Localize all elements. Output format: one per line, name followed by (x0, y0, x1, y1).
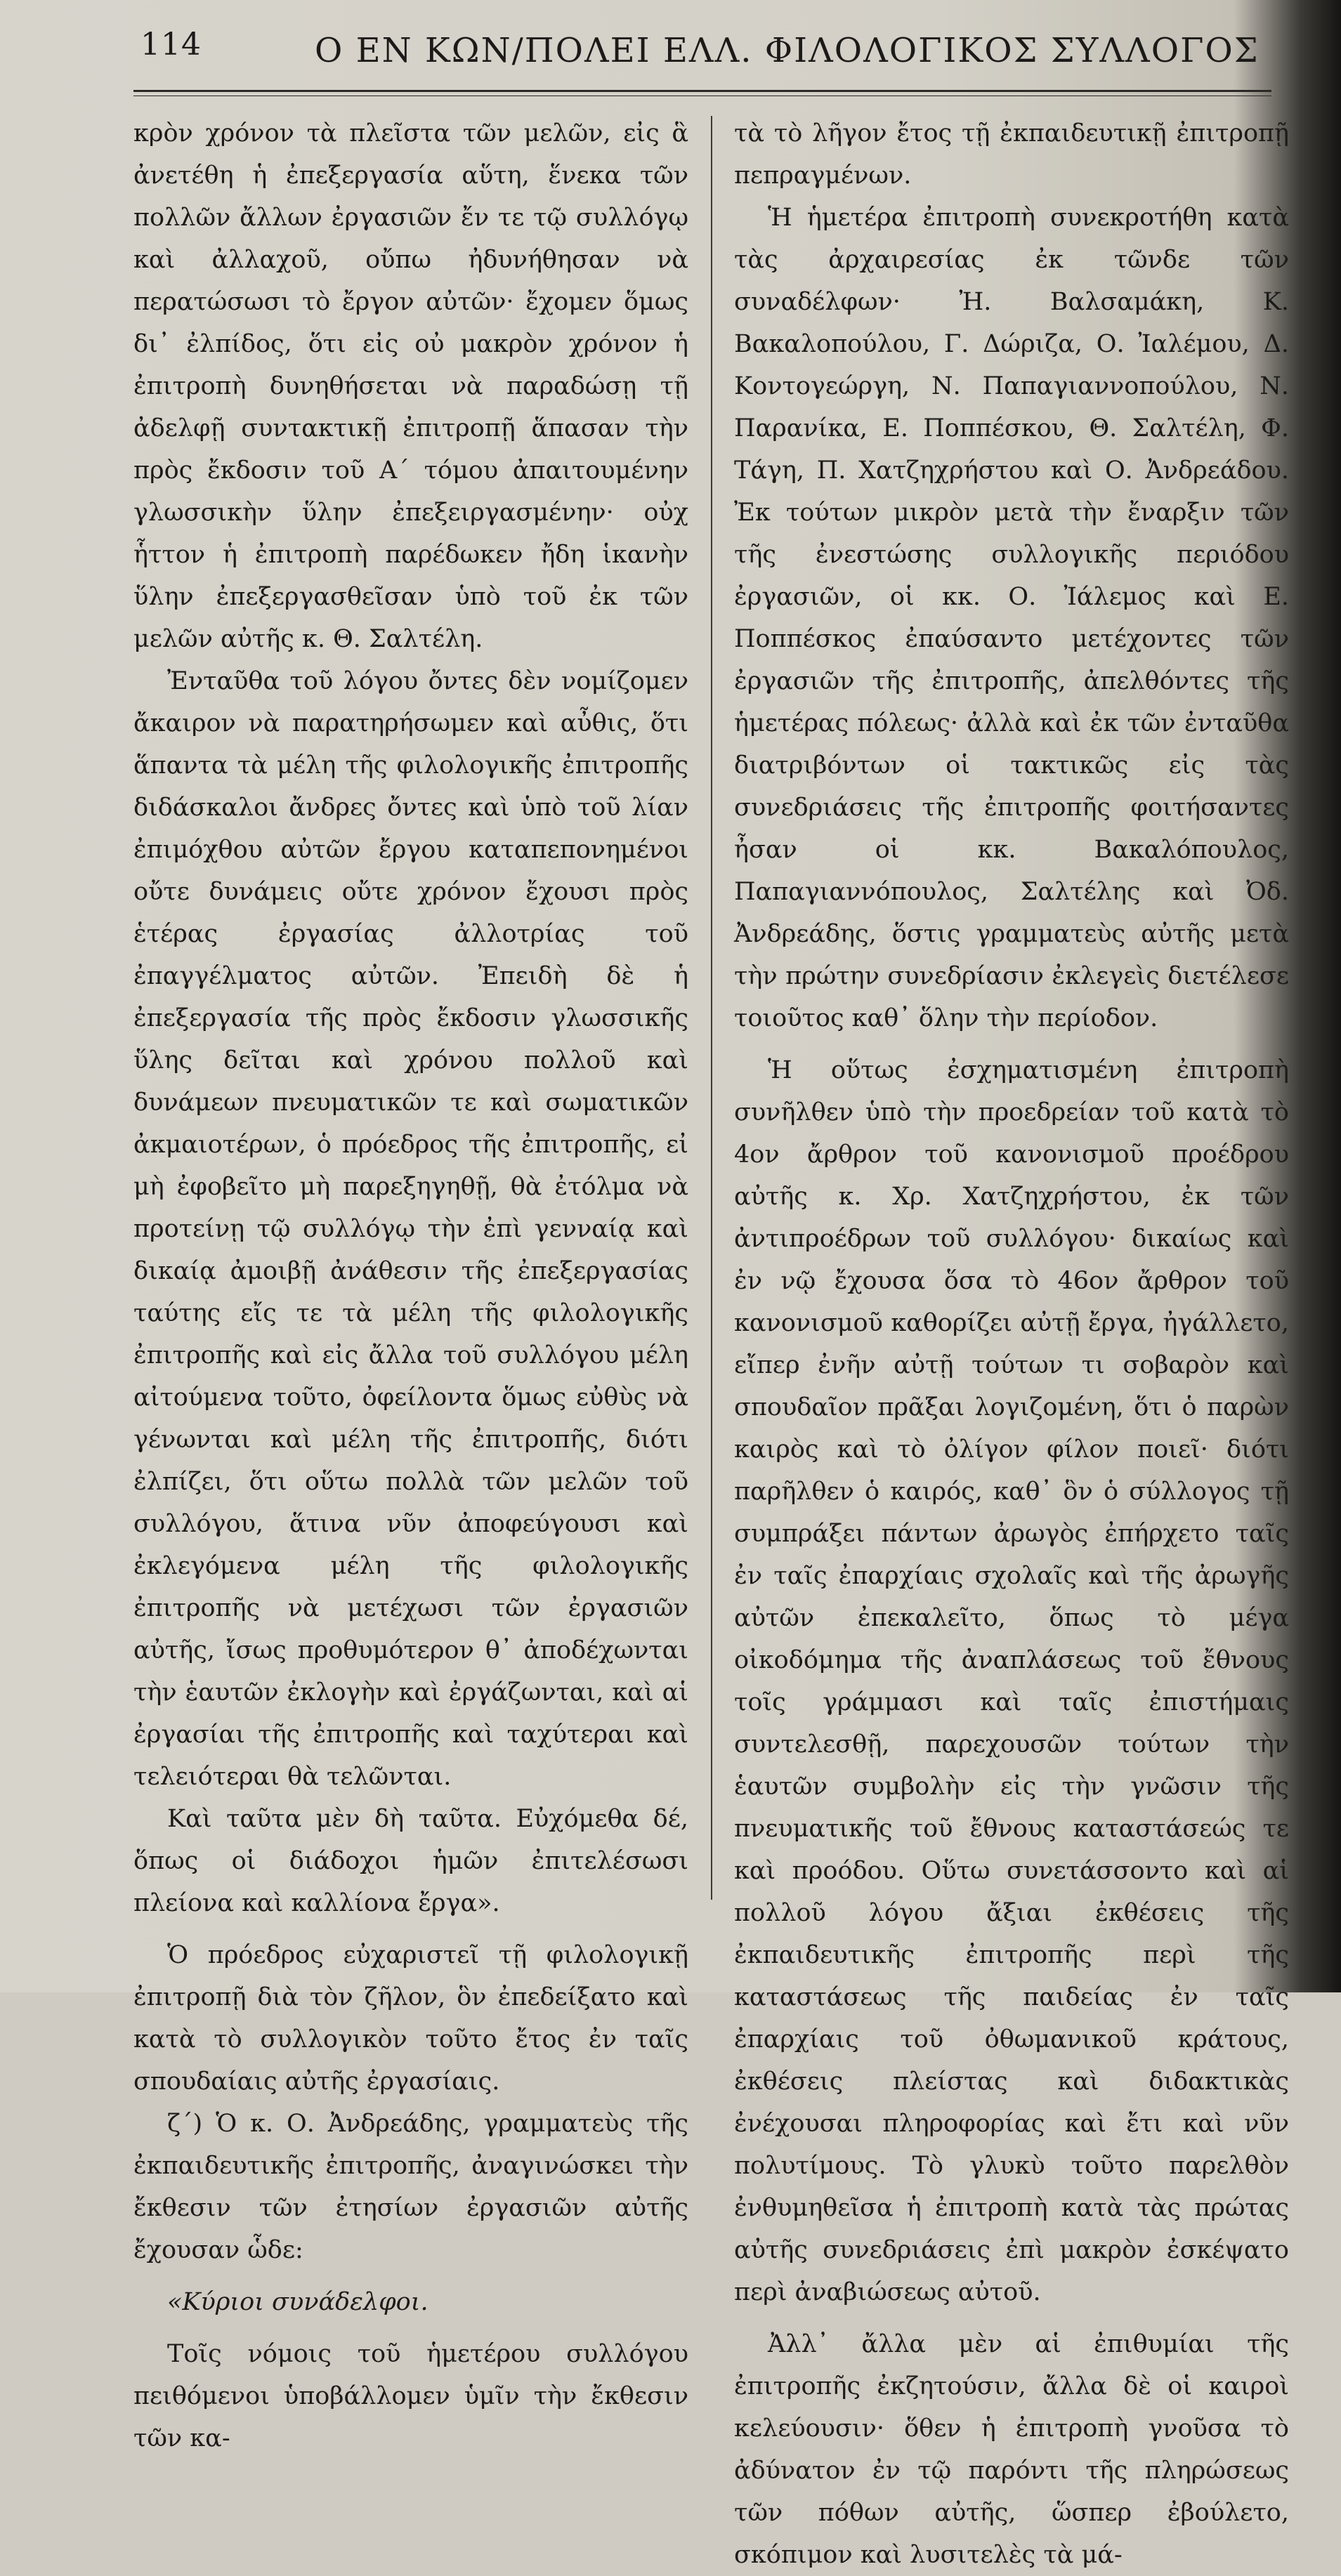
right-column (734, 112, 1289, 2569)
paragraph: Καὶ ταῦτα μὲν δὴ ταῦτα. Εὐχόμεθα δέ, ὅπως οἱ διάδοχοι ἡμῶν ἐπιτελέσωσι πλείονα καὶ καλλίονα ἔργα». (133, 1805, 688, 1917)
page-header (140, 21, 1278, 84)
header-rule (133, 90, 1271, 92)
paragraph: Ἐνταῦθα τοῦ λόγου ὄντες δὲν νομίζομεν ἄκαιρον νὰ παρατηρήσωμεν καὶ αὖθις, ὅτι ἅπαντα τὰ μέλη τῆς φιλολογικῆς ἐπιτροπῆς διδάσκαλοι ἄνδρες ὄντες καὶ ὑπὸ τοῦ λίαν ἐπιμόχθου αὐτῶν ἔργου καταπεπονημένοι οὔτε δυνάμεις οὔτε χρόνον ἔχουσι πρὸς ἑτέρας ἐργασίας ἀλλοτρίας τοῦ ἐπαγγέλματος αὐτῶν. Ἐπειδὴ δὲ ἡ ἐπεξεργασία τῆς πρὸς ἔκδοσιν γλωσσικῆς ὕλης δεῖται καὶ χρόνου πολλοῦ καὶ δυνάμεων πνευματικῶν τε καὶ σωματικῶν ἀκμαιοτέρων, ὁ πρόεδρος τῆς ἐπιτροπῆς, εἰ μὴ ἐφοβεῖτο μὴ παρεξηγηθῇ, θὰ ἐτόλμα νὰ προτείνῃ τῷ συλλόγῳ τὴν ἐπὶ γενναίᾳ καὶ δικαίᾳ ἀμοιβῇ ἀνάθεσιν τῆς ἐπεξεργασίας ταύτης εἴς τε τὰ μέλη τῆς φιλολογικῆς ἐπιτροπῆς καὶ εἰς ἄλλα τοῦ συλλόγου μέλη αἰτούμενα τοῦτο, ὀφείλοντα ὅμως εὐθὺς νὰ γένωνται καὶ μέλη τῆς ἐπιτροπῆς, διότι ἐλπίζει, ὅτι οὕτω πολλὰ τῶν μελῶν τοῦ συλλόγου, ἅτινα νῦν ἀποφεύγουσι καὶ ἐκλεγόμενα μέλη τῆς φιλολογικῆς ἐπιτροπῆς νὰ μετέχωσι τῶν ἐργασιῶν αὐτῆς, ἴσως προθυμότερον θ᾽ ἀποδέχωνται τὴν ἑαυτῶν ἐκλογὴν καὶ ἐργάζωνται, καὶ αἱ ἐργασίαι τῆς ἐπιτροπῆς καὶ ταχύτεραι καὶ τελειότεραι θὰ τελῶνται. (133, 667, 688, 1791)
paragraph: κρὸν χρόνον τὰ πλεῖστα τῶν μελῶν, εἰς ἃ ἀνετέθη ἡ ἐπεξεργασία αὕτη, ἕνεκα τῶν πολλῶν ἄλλων ἐργασιῶν ἔν τε τῷ συλλόγῳ καὶ ἀλλαχοῦ, οὔπω ἠδυνήθησαν νὰ περατώσωσι τὸ ἔργον αὐτῶν· ἔχομεν ὅμως δι᾽ ἐλπίδος, ὅτι εἰς οὐ μακρὸν χρόνον ἡ ἐπιτροπὴ δυνηθήσεται νὰ παραδώσῃ τῇ ἀδελφῇ συντακτικῇ ἐπιτροπῇ ἅπασαν τὴν πρὸς ἔκδοσιν τοῦ Α´ τόμου ἀπαιτουμένην γλωσσικὴν ὕλην ἐπεξειργασμένην· οὐχ ἧττον ἡ ἐπιτροπὴ παρέδωκεν ἤδη ἱκανὴν ὕλην ἐπεξεργασθεῖσαν ὑπὸ τοῦ ἐκ τῶν μελῶν αὐτῆς κ. Θ. Σαλτέλη. (133, 119, 688, 653)
paragraph: Ἀλλ᾽ ἄλλα μὲν αἱ ἐπιθυμίαι τῆς ἐπιτροπῆς ἐκζητούσιν, ἄλλα δὲ οἱ καιροὶ κελεύουσιν· ὅθεν ἡ ἐπιτροπὴ γνοῦσα τὸ ἀδύνατον ἐν τῷ παρόντι τῆς πληρώσεως τῶν πόθων αὐτῆς, ὥσπερ ἐβούλετο, σκόπιμον καὶ λυσιτελὲς τὰ μά- (734, 2330, 1289, 2569)
paragraph: Τοῖς νόμοις τοῦ ἡμετέρου συλλόγου πειθόμενοι ὑποβάλλομεν ὑμῖν τὴν ἔκθεσιν τῶν κα- (133, 2340, 688, 2452)
column-divider (711, 116, 712, 1900)
paragraph: τὰ τὸ λῆγον ἔτος τῇ ἐκπαιδευτικῇ ἐπιτροπῇ πεπραγμένων. (734, 119, 1289, 190)
page-number: 114 (140, 27, 202, 63)
left-column (133, 112, 688, 2452)
paragraph: Ἡ οὕτως ἐσχηματισμένη ἐπιτροπὴ συνῆλθεν ὑπὸ τὴν προεδρείαν τοῦ κατὰ τὸ 4ον ἄρθρον τοῦ κανονισμοῦ προέδρου αὐτῆς κ. Χρ. Χατζηχρήστου, ἐκ τῶν ἀντιπροέδρων τοῦ συλλόγου· δικαίως καὶ ἐν νῷ ἔχουσα ὅσα τὸ 46ον ἄρθρον τοῦ κανονισμοῦ καθορίζει αὐτῇ ἔργα, ἠγάλλετο, εἴπερ ἐνῆν αὐτῇ τούτων τι σοβαρὸν καὶ σπουδαῖον πρᾶξαι λογιζομένη, ὅτι ὁ παρὼν καιρὸς καὶ τὸ ὀλίγον φίλον ποιεῖ· διότι παρῆλθεν ὁ καιρός, καθ᾽ ὃν ὁ σύλλογος τῇ συμπράξει πάντων ἀρωγὸς ἐπήρχετο ταῖς ἐν ταῖς ἐπαρχίαις σχολαῖς καὶ τῆς ἀρωγῆς αὐτῶν ἐπεκαλεῖτο, ὅπως τὸ μέγα οἰκοδόμημα τῆς ἀναπλάσεως τοῦ ἔθνους τοῖς γράμμασι καὶ ταῖς ἐπιστήμαις συντελεσθῇ, παρεχουσῶν τούτων τὴν ἑαυτῶν συμβολὴν εἰς τὴν γνῶσιν τῆς πνευματικῆς τοῦ ἔθνους καταστάσεώς τε καὶ προόδου. Οὕτω συνετάσσοντο καὶ αἱ πολλοῦ λόγου ἄξιαι ἐκθέσεις τῆς ἐκπαιδευτικῆς ἐπιτροπῆς περὶ τῆς καταστάσεως τῆς παιδείας ἐν ταῖς ἐπαρχίαις τοῦ ὀθωμανικοῦ κράτους, ἐκθέσεις πλείστας καὶ διδακτικὰς ἐνέχουσαι πληροφορίας καὶ ἔτι καὶ νῦν πολυτίμους. Τὸ γλυκὺ τοῦτο παρελθὸν ἐνθυμηθεῖσα ἡ ἐπιτροπὴ κατὰ τὰς πρώτας αὐτῆς συνεδριάσεις ἐπὶ μακρὸν ἐσκέψατο περὶ ἀναβιώσεως αὐτοῦ. (734, 1056, 1289, 2306)
paragraph: Ἡ ἡμετέρα ἐπιτροπὴ συνεκροτήθη κατὰ τὰς ἀρχαιρεσίας ἐκ τῶνδε τῶν συναδέλφων· Ἠ. Βαλσαμάκη, Κ. Βακαλοπούλου, Γ. Δώριζα, Ο. Ἰαλέμου, Δ. Κοντογεώργη, Ν. Παπαγιαννοπούλου, Ν. Παρανίκα, Ε. Ποππέσκου, Θ. Σαλτέλη, Φ. Τάγη, Π. Χατζηχρήστου καὶ Ο. Ἀνδρεάδου. Ἐκ τούτων μικρὸν μετὰ τὴν ἔναρξιν τῶν τῆς ἐνεστώσης συλλογικῆς περιόδου ἐργασιῶν, οἱ κκ. Ο. Ἰάλεμος καὶ Ε. Ποππέσκος ἐπαύσαντο μετέχοντες τῶν ἐργασιῶν τῆς ἐπιτροπῆς, ἀπελθόντες τῆς ἡμετέρας πόλεως· ἀλλὰ καὶ ἐκ τῶν ἐνταῦθα διατριβόντων οἱ τακτικῶς εἰς τὰς συνεδριάσεις τῆς ἐπιτροπῆς φοιτήσαντες ἦσαν οἱ κκ. Βακαλόπουλος, Παπαγιαννόπουλος, Σαλτέλης καὶ Ὀδ. Ἀνδρεάδης, ὅστις γραμματεὺς αὐτῆς μετὰ τὴν πρώτην συνεδρίασιν ἐκλεγεὶς διετέλεσε τοιοῦτος καθ᾽ ὅλην τὴν περίοδον. (734, 204, 1289, 1032)
salutation: «Κύριοι συνάδελφοι. (167, 2288, 429, 2316)
running-title: Ο ΕΝ ΚΩΝ/ΠΟΛΕΙ ΕΛΛ. ΦΙΛΟΛΟΓΙΚΟΣ ΣΥΛΛΟΓΟΣ (315, 31, 1260, 70)
paragraph: Ὁ πρόεδρος εὐχαριστεῖ τῇ φιλολογικῇ ἐπιτροπῇ διὰ τὸν ζῆλον, ὃν ἐπεδείξατο καὶ κατὰ τὸ συλλογικὸν τοῦτο ἔτος ἐν ταῖς σπουδαίαις αὐτῆς ἐργασίαις. (133, 1941, 688, 2096)
paragraph: ζ´) Ὁ κ. Ο. Ἀνδρεάδης, γραμματεὺς τῆς ἐκπαιδευτικῆς ἐπιτροπῆς, ἀναγινώσκει τὴν ἔκθεσιν τῶν ἐτησίων ἐργασιῶν αὐτῆς ἔχουσαν ὧδε: (133, 2110, 688, 2264)
